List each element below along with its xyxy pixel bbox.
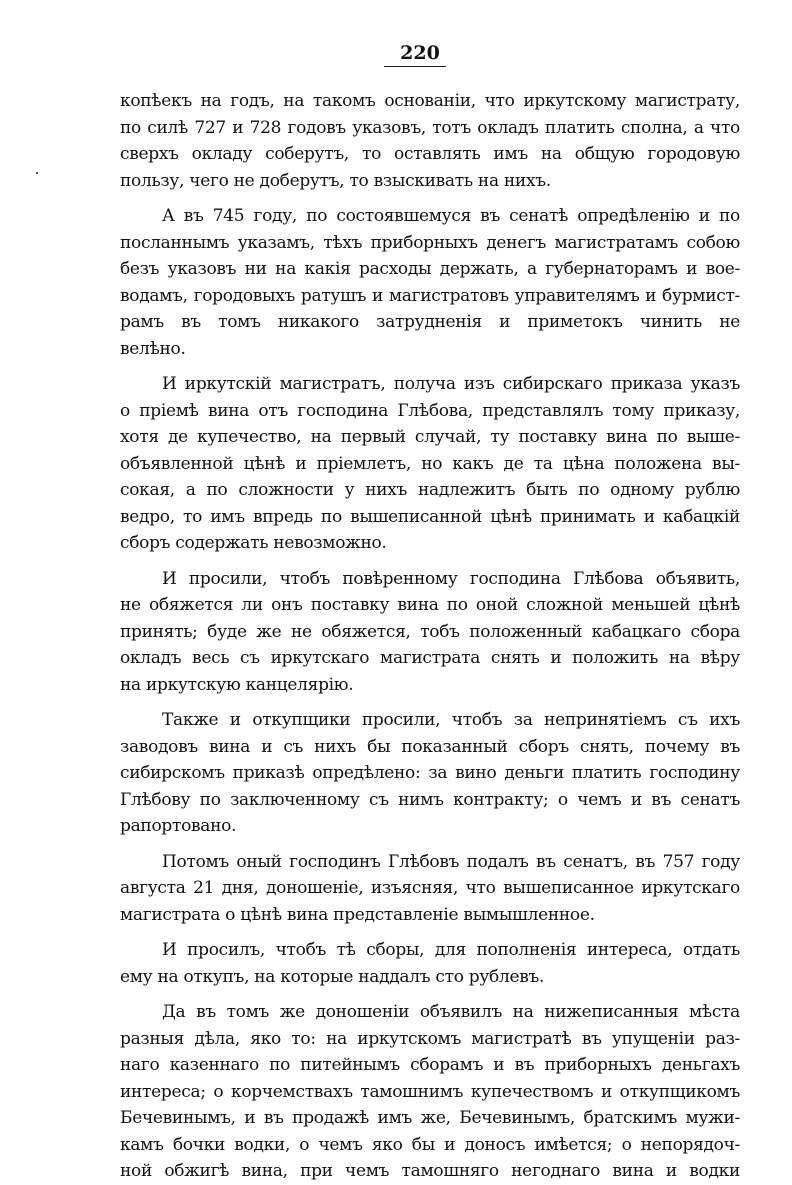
text-line: принять; буде же не обяжется, тобъ положенный кабацкаго сбора (120, 621, 740, 642)
text-line: о пріемѣ вина отъ господина Глѣбова, представлялъ тому приказу, (120, 400, 740, 421)
text-line: ной обжигѣ вина, при чемъ тамошняго негоднаго вина и водки (120, 1161, 740, 1181)
paragraph (120, 707, 740, 840)
text-line: окладъ весь съ иркутскаго магистрата снять и положить на вѣру (120, 648, 740, 668)
header-rule (384, 66, 446, 67)
page-number: 220 (400, 42, 440, 64)
text-line: августа 21 дня, доношеніе, изъясняя, что вышеписанное иркутскаго (120, 878, 740, 898)
paragraph (120, 999, 740, 1185)
paragraph (120, 937, 740, 990)
text-line: И просилъ, чтобъ тѣ сборы, для пополненія интереса, отдать (162, 940, 740, 960)
text-line: не обяжется ли онъ поставку вина по оной сложной меньшей цѣнѣ (120, 595, 740, 615)
text-line: объявленной цѣнѣ и пріемлетъ, но какъ де та цѣна положена вы- (120, 453, 740, 474)
text-line: сибирскомъ приказѣ опредѣлено: за вино деньги платить господину (120, 763, 740, 783)
paragraph (120, 203, 740, 362)
text-line: копѣекъ на годъ, на такомъ основаніи, что иркутскому магистрату, (120, 91, 740, 111)
text-line: камъ бочки водки, о чемъ яко бы и доносъ имѣется; о непорядоч- (120, 1134, 740, 1155)
text-line: И просили, чтобъ повѣренному господина Глѣбова объявить, (162, 568, 740, 589)
text-line: И иркутскій магистратъ, получа изъ сибирскаго приказа указъ (162, 374, 740, 394)
text-line: интереса; о корчемствахъ тамошнимъ купечествомъ и откупщикомъ (120, 1081, 740, 1102)
text-line: безъ указовъ ни на какія расходы держать, а губернаторамъ и вое- (120, 259, 740, 279)
body-text (120, 88, 740, 1185)
text-line: наго казеннаго по питейнымъ сборамъ и въ приборныхъ деньгахъ (120, 1055, 740, 1075)
text-line: по силѣ 727 и 728 годовъ указовъ, тотъ окладъ платить сполна, а что (120, 117, 740, 138)
text-line: сокая, а по сложности у нихъ надлежитъ быть по одному рублю (120, 480, 740, 500)
text-line: велѣно. (120, 338, 186, 359)
paragraph (120, 88, 740, 194)
text-line: заводовъ вина и съ нихъ бы показанный сборъ снять, почему въ (120, 736, 740, 757)
text-line: Глѣбову по заключенному съ нимъ контракту; о чемъ и въ сенатъ (120, 789, 740, 810)
text-line: рапортовано. (120, 816, 237, 836)
text-line: посланнымъ указамъ, тѣхъ приборныхъ денегъ магистратамъ собою (120, 232, 740, 253)
text-line: хотя де купечество, на первый случай, ту поставку вина по выше- (120, 427, 740, 447)
text-line: Бечевинымъ, и въ продажѣ имъ же, Бечевинымъ, братскимъ мужи- (120, 1108, 740, 1128)
text-line: Да въ томъ же доношеніи объявилъ на нижеписанныя мѣста (162, 1002, 740, 1022)
text-line: ведро, то имъ впредь по вышеписанной цѣнѣ принимать и кабацкій (120, 506, 740, 527)
text-line: рамъ въ томъ никакого затрудненія и приметокъ чинить не (120, 312, 740, 332)
text-line: Потомъ оный господинъ Глѣбовъ подалъ въ сенатъ, въ 757 году (162, 851, 740, 872)
text-line: пользу, чего не доберутъ, то взыскивать на нихъ. (120, 170, 551, 191)
margin-speck (36, 172, 38, 174)
paragraph (120, 371, 740, 557)
text-line: сверхъ окладу соберутъ, то оставлять имъ на общую городовую (120, 144, 740, 164)
text-line: Также и откупщики просили, чтобъ за непринятіемъ съ ихъ (162, 710, 740, 730)
text-line: магистрата о цѣнѣ вина представленіе вымышленное. (120, 904, 595, 925)
text-line: на иркутскую канцелярію. (120, 674, 354, 695)
text-line: ему на откупъ, на которые наддалъ сто рублевъ. (120, 966, 545, 987)
paragraph (120, 566, 740, 699)
paragraph (120, 849, 740, 929)
text-line: разныя дѣла, яко то: на иркутскомъ магистратѣ въ упущеніи раз- (120, 1028, 740, 1049)
text-line: сборъ содержать невозможно. (120, 533, 387, 553)
text-line: А въ 745 году, по состоявшемуся въ сенатѣ опредѣленію и по (162, 206, 740, 226)
text-line: водамъ, городовыхъ ратушъ и магистратовъ управителямъ и бурмист- (120, 285, 740, 306)
